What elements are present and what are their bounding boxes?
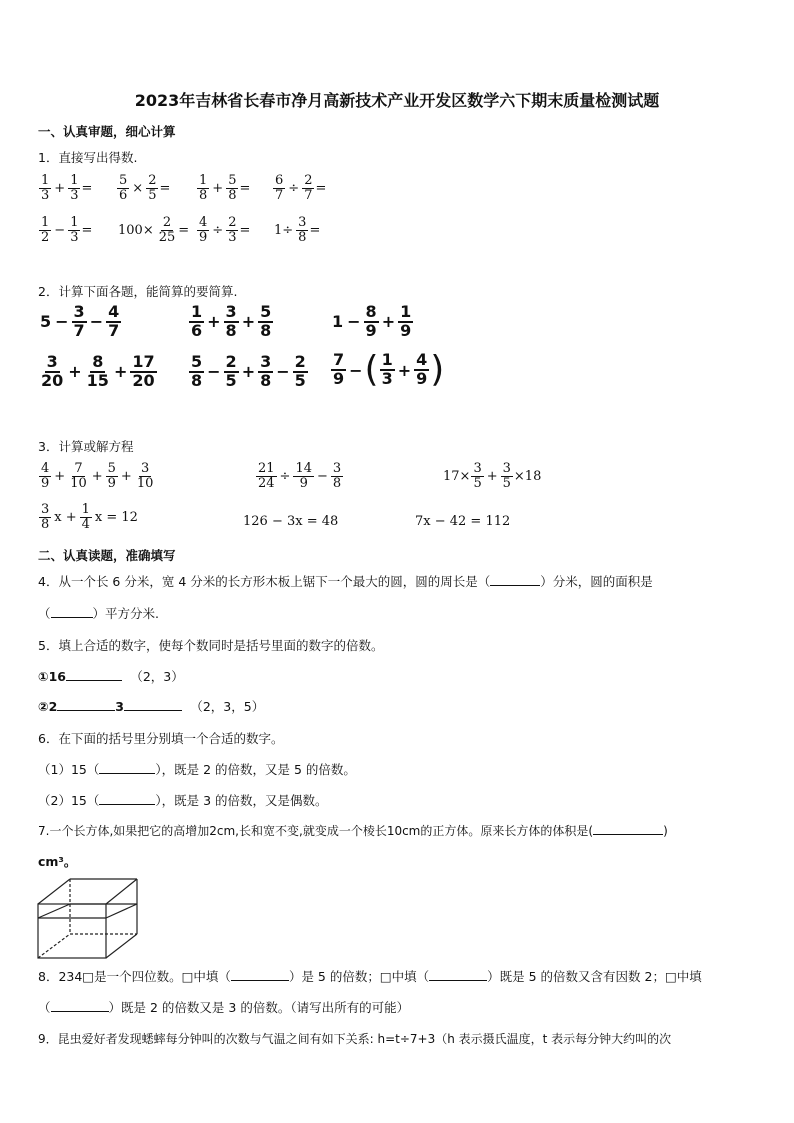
numerator: 4 <box>41 461 50 476</box>
q1-label: 1．直接写出得数. <box>38 150 138 165</box>
fraction <box>68 216 80 244</box>
q5-blank-2[interactable] <box>57 710 115 711</box>
fraction <box>68 174 80 202</box>
numerator: 3 <box>502 461 511 476</box>
fraction <box>293 354 308 390</box>
denominator: 8 <box>225 320 237 340</box>
numerator: 5 <box>191 352 203 371</box>
fraction <box>226 174 238 202</box>
q8-blank-3[interactable] <box>51 1011 109 1012</box>
q6-row-1 <box>38 760 356 778</box>
fraction <box>130 354 156 390</box>
operator: + <box>91 468 103 484</box>
fraction <box>398 304 413 340</box>
fraction <box>157 216 178 244</box>
numerator: 14 <box>295 461 312 476</box>
q2-expression-2 <box>188 304 274 340</box>
operator: + <box>54 180 66 196</box>
q4-blank-area[interactable] <box>51 617 93 618</box>
oral-item <box>196 174 250 202</box>
equals-sign: = <box>309 222 321 238</box>
section-2-heading: 二、认真读题，准确填写 <box>38 548 176 563</box>
q6-row-2-suffix: ），既是 3 的倍数，又是偶数。 <box>155 793 328 808</box>
denominator: 24 <box>258 475 275 491</box>
q5-row-1-value: 16 <box>48 669 66 684</box>
fraction <box>197 216 209 244</box>
operator: + <box>54 468 66 484</box>
q8-text-d: ）既是 2 的倍数又是 3 的倍数。（请写出所有的可能） <box>108 1000 410 1015</box>
leading-number: 1 <box>332 312 344 332</box>
q8-line-2 <box>38 998 409 1016</box>
fraction <box>256 462 277 490</box>
numerator: 2 <box>228 215 237 230</box>
numerator: 1 <box>199 173 208 188</box>
q4-text-c: ）平方分米. <box>92 606 159 621</box>
numerator: 8 <box>365 302 377 321</box>
operator: × <box>132 180 144 196</box>
numerator: 3 <box>140 461 150 476</box>
numerator: 1 <box>191 302 203 321</box>
denominator: 3 <box>228 229 237 245</box>
q6-row-1-prefix: （1）15（ <box>38 762 100 777</box>
operator: − <box>89 312 104 332</box>
operator: − <box>55 312 69 332</box>
denominator: 3 <box>70 229 79 245</box>
cuboid-figure <box>36 876 140 960</box>
oral-item <box>38 216 92 244</box>
fraction <box>380 352 395 388</box>
equals-sign: = <box>178 222 190 238</box>
q7-text-b: ) <box>663 824 668 838</box>
q2-expression-1 <box>38 304 122 340</box>
numerator: 8 <box>92 352 104 371</box>
fraction <box>197 174 209 202</box>
numerator: 5 <box>228 173 237 188</box>
equals-sign: = <box>239 222 251 238</box>
denominator: 15 <box>86 370 109 390</box>
numerator: 2 <box>225 352 237 371</box>
equals-sign: = <box>81 180 93 196</box>
denominator: 9 <box>416 369 428 388</box>
page-title: 2023年吉林省长春市净月高新技术产业开发区数学六下期末质量检测试题 <box>134 91 660 110</box>
fraction <box>293 462 314 490</box>
denominator: 8 <box>228 187 237 203</box>
numerator: 4 <box>416 350 428 370</box>
q3-label: 3．计算或解方程 <box>38 439 134 454</box>
denominator: 7 <box>108 320 120 340</box>
fraction <box>224 304 239 340</box>
trailing-term: ×18 <box>513 468 542 484</box>
q5-row-2-number: ② <box>38 699 49 714</box>
q5-row-1 <box>38 667 184 685</box>
fraction <box>39 216 51 244</box>
oral-item <box>272 216 320 244</box>
q3-equation-3: 7x − 42 = 112 <box>415 514 511 529</box>
numerator: 1 <box>81 502 90 517</box>
q8-paren-open: （ <box>38 1000 51 1015</box>
fraction <box>39 462 51 490</box>
q5-row-1-divisors: （2，3） <box>130 669 184 684</box>
operator: + <box>241 362 256 382</box>
operator: 1÷ <box>274 222 294 238</box>
denominator: 10 <box>70 475 87 491</box>
numerator: 3 <box>260 352 272 371</box>
q5-row-2 <box>38 697 264 715</box>
q3-expression-2 <box>255 462 344 490</box>
denominator: 6 <box>119 187 128 203</box>
denominator: 3 <box>70 187 79 203</box>
q2-label: 2．计算下面各题，能简算的要简算. <box>38 284 238 299</box>
q6-row-2-prefix: （2）15（ <box>38 793 100 808</box>
fraction <box>135 462 156 490</box>
fraction <box>39 354 65 390</box>
fraction <box>471 462 483 490</box>
open-parenthesis: ( <box>364 349 379 390</box>
operator: + <box>486 468 498 484</box>
variable-term: x + <box>54 509 77 525</box>
q8-text-b: ）是 5 的倍数；□中填（ <box>288 969 430 984</box>
operator: + <box>397 360 412 380</box>
denominator: 4 <box>81 516 90 532</box>
q6-blank-2[interactable] <box>99 804 155 805</box>
numerator: 1 <box>70 173 79 188</box>
fraction <box>273 174 285 202</box>
numerator: 3 <box>46 352 58 371</box>
q5-row-1-number: ① <box>38 669 49 684</box>
numerator: 3 <box>73 302 85 321</box>
denominator: 5 <box>294 370 306 390</box>
numerator: 1 <box>70 215 79 230</box>
denominator: 9 <box>107 475 116 491</box>
oral-item <box>116 216 189 244</box>
q5-label: 5．填上合适的数字，使每个数同时是括号里面的数字的倍数。 <box>38 638 384 653</box>
operator: + <box>241 312 256 332</box>
fraction <box>224 354 239 390</box>
q2-expression-5 <box>188 354 309 390</box>
leading-number: 5 <box>40 312 52 332</box>
close-parenthesis: ) <box>430 349 445 390</box>
operator: + <box>381 312 396 332</box>
q8-text-a: 8．234□是一个四位数。□中填（ <box>38 969 231 984</box>
numerator: 7 <box>74 461 83 476</box>
fraction <box>68 462 89 490</box>
denominator: 9 <box>365 320 377 340</box>
q5-row-2-divisors: （2，3，5） <box>190 699 265 714</box>
q5-blank-3[interactable] <box>124 710 182 711</box>
denominator: 9 <box>333 369 345 388</box>
fraction <box>106 304 121 340</box>
numerator: 21 <box>258 461 275 476</box>
numerator: 6 <box>275 173 284 188</box>
numerator: 2 <box>148 173 157 188</box>
q6-blank-1[interactable] <box>99 773 155 774</box>
denominator: 6 <box>191 320 203 340</box>
q4-text-b: ）分米，圆的面积是 <box>540 574 653 589</box>
q7-line-1 <box>38 822 668 839</box>
numerator: 4 <box>108 302 120 321</box>
q2-expression-3 <box>330 304 414 340</box>
denominator: 3 <box>41 187 50 203</box>
variable-term: x = 12 <box>94 509 138 525</box>
equals-sign: = <box>159 180 171 196</box>
q4-paren-open: （ <box>38 606 51 621</box>
fraction <box>364 304 379 340</box>
operator: + <box>207 312 221 332</box>
q8-blank-1[interactable] <box>231 980 289 981</box>
q2-expression-4 <box>38 354 158 390</box>
denominator: 7 <box>73 320 85 340</box>
denominator: 7 <box>304 187 313 203</box>
numerator: 3 <box>225 302 237 321</box>
denominator: 25 <box>158 229 176 245</box>
denominator: 8 <box>191 370 203 390</box>
fraction <box>501 462 513 490</box>
numerator: 5 <box>260 302 272 321</box>
denominator: 20 <box>132 370 155 390</box>
operator: − <box>54 222 66 238</box>
oral-item <box>116 174 170 202</box>
operator: − <box>347 312 361 332</box>
denominator: 8 <box>298 229 307 245</box>
fraction <box>146 174 158 202</box>
operator: − <box>207 362 221 382</box>
numerator: 2 <box>162 215 172 230</box>
q9-line-1: 9．昆虫爱好者发现蟋蟀每分钟叫的次数与气温之间有如下关系: h=t÷7+3（h 表示摄氏温度，t 表示每分钟大约叫的次 <box>38 1032 672 1046</box>
denominator: 5 <box>502 475 511 491</box>
q8-line-1 <box>38 967 702 985</box>
denominator: 5 <box>148 187 157 203</box>
denominator: 9 <box>299 475 308 491</box>
operator: − <box>317 468 328 484</box>
q6-row-2 <box>38 791 328 809</box>
numerator: 1 <box>41 173 50 188</box>
fraction <box>331 352 346 388</box>
fraction <box>302 174 314 202</box>
denominator: 8 <box>332 475 342 491</box>
leading-term: 17× <box>443 468 471 484</box>
numerator: 3 <box>298 215 307 230</box>
q3-equation-2: 126 − 3x = 48 <box>243 514 339 529</box>
numerator: 3 <box>332 461 342 476</box>
operator: ÷ <box>279 468 291 484</box>
q8-text-c: ）既是 5 的倍数又含有因数 2；□中填 <box>487 969 702 984</box>
numerator: 17 <box>132 352 155 371</box>
operator: + <box>113 362 128 382</box>
fraction <box>258 304 273 340</box>
numerator: 2 <box>294 352 306 371</box>
operator: + <box>212 180 224 196</box>
q3-expression-3 <box>443 462 541 490</box>
denominator: 3 <box>381 369 393 388</box>
q3-expression-1 <box>38 462 156 490</box>
fraction <box>258 354 273 390</box>
q7-blank-volume[interactable] <box>593 834 663 835</box>
fraction <box>117 174 129 202</box>
q2-expression-6 <box>330 349 445 390</box>
q5-row-2-value-a: 2 <box>48 699 58 714</box>
q4-line-1 <box>38 572 653 590</box>
q5-row-2-value-b: 3 <box>115 699 124 714</box>
numerator: 1 <box>381 350 393 370</box>
fraction <box>80 503 92 531</box>
denominator: 10 <box>136 475 154 491</box>
numerator: 5 <box>119 173 128 188</box>
q6-label: 6．在下面的括号里分别填一个合适的数字。 <box>38 731 284 746</box>
operator: + <box>68 362 82 382</box>
denominator: 5 <box>473 475 482 491</box>
q7-unit: cm³。 <box>38 854 77 869</box>
denominator: 9 <box>41 475 50 491</box>
operator: ÷ <box>212 222 224 238</box>
denominator: 8 <box>199 187 208 203</box>
fraction <box>106 462 118 490</box>
q6-row-1-suffix: ），既是 2 的倍数，又是 5 的倍数。 <box>155 762 356 777</box>
fraction <box>189 304 204 340</box>
denominator: 2 <box>41 229 50 245</box>
fraction <box>189 354 204 390</box>
fraction <box>85 354 111 390</box>
denominator: 8 <box>41 516 50 532</box>
q7-text-a: 7.一个长方体,如果把它的高增加2cm,长和宽不变,就变成一个棱长10cm的正方体。原来长方体的体积是( <box>38 824 594 838</box>
fraction <box>331 462 343 490</box>
numerator: 1 <box>400 302 412 321</box>
q4-line-2 <box>38 604 159 622</box>
operator: 100× <box>118 222 154 238</box>
fraction <box>414 352 429 388</box>
fraction <box>296 216 308 244</box>
q8-blank-2[interactable] <box>429 980 487 981</box>
equals-sign: = <box>239 180 251 196</box>
numerator: 4 <box>199 215 208 230</box>
numerator: 1 <box>41 215 50 230</box>
fraction <box>39 174 51 202</box>
numerator: 3 <box>41 502 50 517</box>
denominator: 9 <box>199 229 208 245</box>
operator: − <box>276 362 290 382</box>
oral-item <box>196 216 250 244</box>
q3-equation-1 <box>38 503 140 531</box>
equals-sign: = <box>81 222 93 238</box>
q4-blank-circumference[interactable] <box>490 585 540 586</box>
oral-item <box>272 174 326 202</box>
denominator: 5 <box>225 370 237 390</box>
denominator: 7 <box>275 187 284 203</box>
section-1-heading: 一、认真审题，细心计算 <box>38 124 176 139</box>
equals-sign: = <box>315 180 327 196</box>
denominator: 20 <box>41 370 64 390</box>
oral-item <box>38 174 92 202</box>
denominator: 9 <box>400 320 412 340</box>
numerator: 2 <box>304 173 313 188</box>
q5-blank-1[interactable] <box>66 680 122 681</box>
fraction <box>72 304 87 340</box>
fraction <box>226 216 238 244</box>
denominator: 8 <box>260 320 272 340</box>
numerator: 5 <box>107 461 116 476</box>
denominator: 8 <box>260 370 272 390</box>
operator: ÷ <box>288 180 300 196</box>
operator: + <box>120 468 132 484</box>
q4-text-a: 4．从一个长 6 分米，宽 4 分米的长方形木板上锯下一个最大的圆，圆的周长是（ <box>38 574 491 589</box>
numerator: 3 <box>473 461 482 476</box>
numerator: 7 <box>333 350 345 370</box>
fraction <box>39 503 51 531</box>
operator: − <box>349 360 363 380</box>
